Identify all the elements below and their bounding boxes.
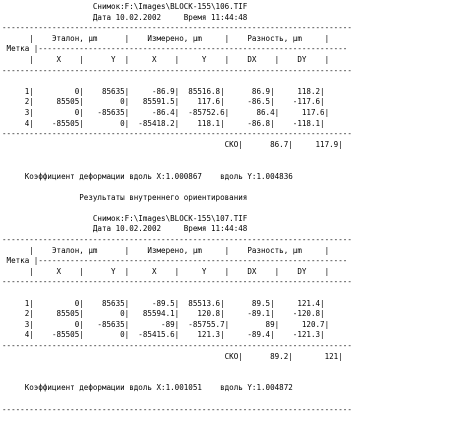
report-line: Результаты внутреннего ориентирования (2, 192, 248, 202)
report-line: | Эталон, µm | Измерено, µm | Разность, µm | (2, 33, 330, 43)
report-line (2, 288, 448, 299)
report-line: ----------------------------------------------------------------------------- (2, 129, 352, 139)
report-line (2, 182, 448, 193)
report-line: СКО| 86.7| 117.9| (2, 139, 343, 149)
report-line: 2| 85505| 0| 85594.1| 120.8| -89.1| -120.8| (2, 309, 325, 319)
report-line: 1| 0| 85635| -89.5| 85513.6| 89.5| 121.4| (2, 298, 325, 308)
report-line: Метка |-------------------------------------------------------------------- (2, 256, 348, 266)
report-line (2, 76, 448, 87)
report-line: | X | Y | X | Y | DX | DY | (2, 54, 330, 64)
report-line: Коэффициент деформации вдоль X:1.001051 вдоль Y:1.004872 (2, 383, 293, 393)
report-line: ----------------------------------------------------------------------------- (2, 277, 352, 287)
report-line: Снимок:F:\Images\BLOCK-155\106.TIF (2, 2, 248, 11)
report-line: 2| 85505| 0| 85591.5| 117.6| -86.5| -117.6| (2, 97, 325, 107)
report-line: 3| 0| -85635| -89| -85755.7| 89| 120.7| (2, 319, 330, 329)
report-line: | X | Y | X | Y | DX | DY | (2, 266, 330, 276)
report-line: СКО| 89.2| 121| (2, 351, 343, 361)
report-line: ----------------------------------------------------------------------------- (2, 404, 352, 414)
report-line: Дата 10.02.2002 Время 11:44:48 (2, 12, 248, 22)
report-line (2, 373, 448, 384)
report-line: Снимок:F:\Images\BLOCK-155\107.TIF (2, 213, 248, 223)
report-line (2, 394, 448, 405)
report-line: 4| -85505| 0| -85415.6| 121.3| -89.4| -121.3| (2, 330, 325, 340)
report-line (2, 161, 448, 172)
report-line: Метка |-------------------------------------------------------------------- (2, 44, 348, 54)
report-line: Коэффициент деформации вдоль X:1.000867 вдоль Y:1.004836 (2, 171, 293, 181)
report-line: | Эталон, µm | Измерено, µm | Разность, µm | (2, 245, 330, 255)
report-line: ----------------------------------------------------------------------------- (2, 235, 352, 245)
report-line (2, 203, 448, 214)
report-line: ----------------------------------------------------------------------------- (2, 23, 352, 33)
report-line: ----------------------------------------------------------------------------- (2, 65, 352, 75)
report-line: Дата 10.02.2002 Время 11:44:48 (2, 224, 248, 234)
report-line: 1| 0| 85635| -86.9| 85516.8| 86.9| 118.2| (2, 86, 325, 96)
report-line: 3| 0| -85635| -86.4| -85752.6| 86.4| 117.6| (2, 107, 330, 117)
orientation-report (2, 2, 448, 415)
report-line (2, 362, 448, 373)
report-line: ----------------------------------------------------------------------------- (2, 341, 352, 350)
report-line (2, 150, 448, 161)
report-line: 4| -85505| 0| -85418.2| 118.1| -86.8| -118.1| (2, 118, 325, 128)
